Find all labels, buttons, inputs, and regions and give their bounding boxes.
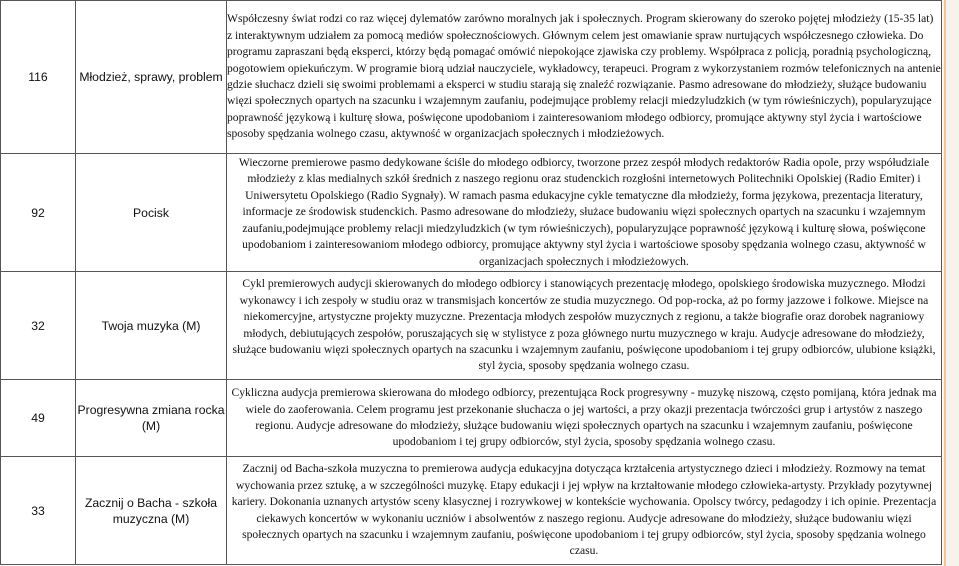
page-margin-line <box>944 0 946 566</box>
program-number: 49 <box>1 380 76 457</box>
program-number: 32 <box>1 272 76 380</box>
table-row <box>1 272 942 380</box>
program-number: 92 <box>1 154 76 272</box>
table-row <box>1 1 942 154</box>
program-description: Wieczorne premierowe pasmo dedykowane ściśle do młodego odbiorcy, tworzone przez zespół młodych redaktorów Radia opole, przy współudziale młodzieży z klas medialnych szkół średnich z naszego regionu oraz studenckich rozgłośni internetowych Politechniki Opolskiej (Radio Emiter) i Uniwersytetu Opolskiego (Radio Sygnały). W ramach pasma edukacyjne cykle tematyczne dla młodzieży, forma językowa, prezentacja literatury, informacje ze środowisk studenckich. Pasmo adresowane do młodzieży, służace budowaniu więzi społecznych opartych na szacunku i wzajemnym zaufaniu,podejmujące problemy relacji miedzyludzkich (w tym rówieśniczych), popularyzujące poprawność językową i kulturę słowa, poświęcone upodobaniom i zainteresowaniom młodego odbiorcy, promujące aktywny styl życia i wartościowe sposoby spędzania wolnego czasu, aktywność w organizacjach społecznych i młodzieżowych. <box>227 154 942 272</box>
program-description: Współczesny świat rodzi co raz więcej dylematów zarówno moralnych jak i społecznych. Program skierowany do szeroko pojętej młodzieży (15-35 lat) z interaktywnym udziałem za pomocą mediów społecznościowych. Głównym celem jest omawianie spraw nurtujących współczesnego człowieka. Do programu zapraszani będą eksperci, którzy będą pomagać omówić niepokojące zjawiska czy problemy. Współpraca z policją, poradnią psychologiczną, pogotowiem opiekuńczym. W programie biorą udział nauczyciele, wykładowcy, terapeuci. Program z wykorzystaniem rozmów telefonicznych na antenie gdzie słuchacz dzieli się swoimi problemami a eksperci w studiu starają się znaleźć rozwiązanie. Pasmo adresowane do młodzieży, służące budowaniu więzi społecznych opartych na szacunku i wzajemnym zaufaniu, podejmujące problemy relacji miedzyludzkich (w tym rówieśniczych), popularyzujące poprawność językową i kulturę słowa, poświęcone upodobaniom i zainteresowaniom młodego odbiorcy, promujące aktywny styl życia i wartościowe sposoby spędzania wolnego czasu, aktywność w organizacjach społecznych i młodzieżowych. <box>227 1 942 154</box>
program-description: Cykl premierowych audycji skierowanych do młodego odbiorcy i stanowiących prezentację młodego, opolskiego środowiska muzycznego. Młodzi wykonawcy i ich zespoły w studiu oraz w transmisjach koncertów ze studia muzycznego. Od pop-rocka, aż po formy jazzowe i folkowe. Miejsce na niekomercyjne, artystyczne projekty muzyczne. Prezentacja młodych zespołów muzycznych z regionu, a także biografie oraz dorobek nagraniowy młodych, debiutujących zespołów, poruszających się w stylistyce z poza głównego nurtu muzycznego w kraju. Audycje adresowane do młodzieży, służące budowaniu więzi społecznych opartych na szacunku i wzajemnym zaufaniu, poświęcone upodobaniom i tej grupy odbiorców, ulubione książki, styl życia, sposoby spędzania wolnego czasu. <box>227 272 942 380</box>
program-title: Twoja muzyka (M) <box>76 272 227 380</box>
table-row <box>1 380 942 457</box>
program-description: Zacznij od Bacha-szkoła muzyczna to premierowa audycja edukacyjna dotycząca krztałcenia artystycznego dzieci i młodzieży. Rozmowy na temat wychowania przez sztukę, a w szczególności muzykę. Etapy edukacji i jej wpływ na krztałtowanie młodego człowieka-artysty. Przykłady pozytywnej kariery. Dokonania uznanych artystów sceny klasycznej i rozrywkowej w kontekście wychowania. Opolscy twórcy, pedagodzy i ich opinie. Prezentacja ciekawych koncertów w wykonaniu uczniów i absolwentów z naszego regionu. Audycje adresowane do młodzieży, służące budowaniu więzi społecznych opartych na szacunku i wzajemnym zaufaniu, poświęcone upodobaniom i tej grupy odbiorców, styl życia, sposoby spędzania wolnego czasu. <box>227 457 942 565</box>
program-title: Pocisk <box>76 154 227 272</box>
program-description: Cykliczna audycja premierowa skierowana do młodego odbiorcy, prezentująca Rock progresywny - muzykę niszową, często pomijaną, która jednak ma wiele do zaoferowania. Celem programu jest przekonanie słuchacza o jej wartości, a przy okazji prezentacja twórczości grup i artystów z naszego regionu. Audycje adresowane do młodzieży, służące budowaniu więzi społecznych opartych na szacunku i wzajemnym zaufaniu, poświęcone upodobaniom i tej grupy odbiorców, styl życia, sposoby spędzania wolnego czasu. <box>227 380 942 457</box>
table-row <box>1 154 942 272</box>
program-number: 116 <box>1 1 76 154</box>
program-title: Progresywna zmiana rocka (M) <box>76 380 227 457</box>
program-title: Zacznij o Bacha - szkoła muzyczna (M) <box>76 457 227 565</box>
program-title: Młodzież, sprawy, problem <box>76 1 227 154</box>
table-row <box>1 457 942 565</box>
program-number: 33 <box>1 457 76 565</box>
